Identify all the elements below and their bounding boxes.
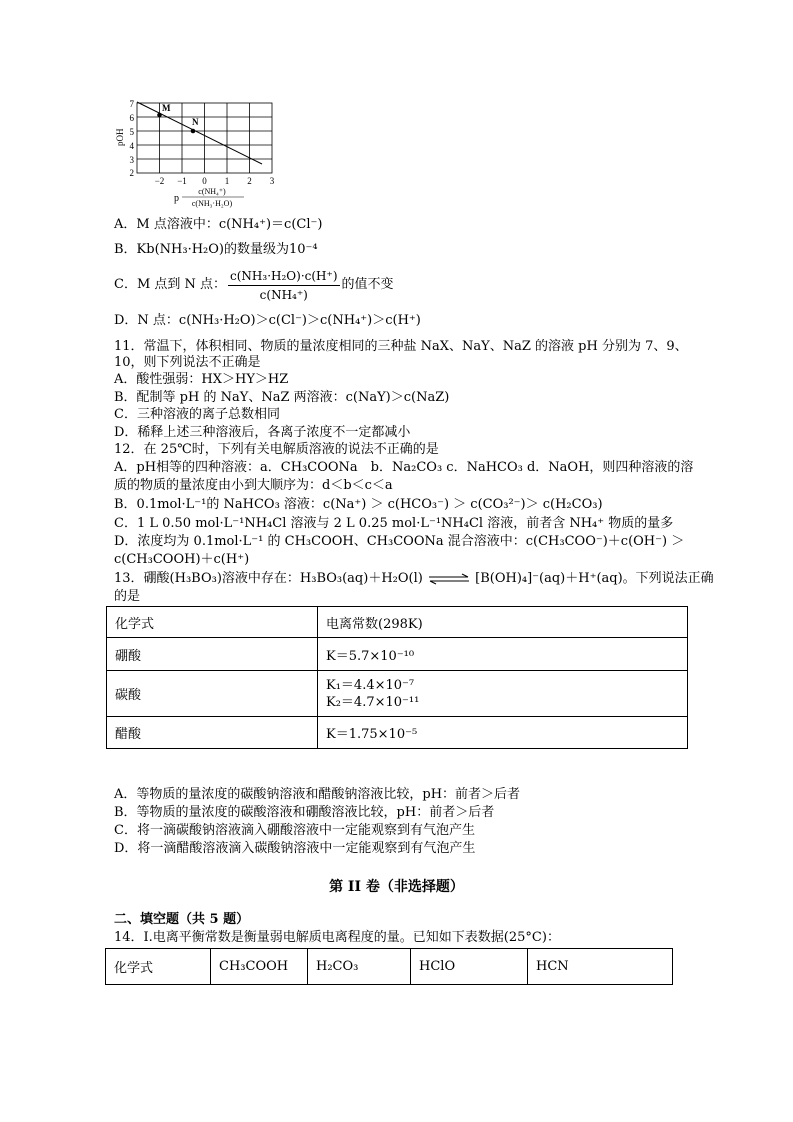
q13-option-d: D．将一滴醋酸溶液滴入碳酸钠溶液中一定能观察到有气泡产生 [114, 841, 476, 856]
y-tick: 3 [129, 155, 134, 165]
table-row [106, 949, 673, 985]
equilibrium-arrow-icon [428, 573, 470, 585]
q13-stem-1 [114, 570, 714, 588]
table-row [107, 638, 688, 671]
q10-c-den: c(NH₄⁺) [259, 287, 308, 302]
poh-graph [112, 98, 292, 213]
x-tick: 2 [247, 176, 252, 186]
y-tick: 4 [129, 141, 134, 151]
x-tick: −1 [177, 176, 187, 186]
q11-option-a: A．酸性强弱：HX＞HY＞HZ [114, 372, 289, 387]
table-header-cell: 化学式 [107, 607, 318, 638]
x-tick: 1 [224, 176, 230, 186]
table-cell: K＝5.7×10⁻¹⁰ [318, 638, 688, 671]
q12-option-a-2: 质的物质的量浓度由小到大顺序为：d＜b＜c＜a [114, 478, 393, 493]
q12-option-a-1: A．pH相等的四种溶液：a．CH₃COONa b．Na₂CO₃ c．NaHCO₃ d．NaOH，则四种溶液的溶 [114, 460, 694, 475]
q10-option-c [114, 266, 394, 304]
section-title: 第 II 卷（非选择题） [329, 879, 464, 895]
y-tick: 7 [129, 99, 134, 109]
x-tick: −2 [154, 176, 165, 186]
table-header-cell: HCN [528, 949, 673, 985]
point-m [157, 113, 162, 118]
table-header-cell: CH₃COOH [211, 949, 308, 985]
table-row [107, 607, 688, 638]
q13-option-b: B．等物质的量浓度的碳酸溶液和硼酸溶液比较，pH：前者＞后者 [114, 805, 495, 820]
q12-option-b: B．0.1mol·L⁻¹的 NaHCO₃ 溶液：c(Na⁺) ＞ c(HCO₃⁻) ＞ c(CO₃²⁻)＞ c(H₂CO₃) [114, 497, 603, 512]
table-cell-line: K₂＝4.7×10⁻¹¹ [326, 694, 420, 710]
x-axis-prefix: p [174, 193, 179, 204]
table-cell-line: K₁＝4.4×10⁻⁷ [326, 677, 415, 693]
y-axis-label: pOH [115, 128, 125, 146]
q12-option-c: C．1 L 0.50 mol·L⁻¹NH₄Cl 溶液与 2 L 0.25 mol·L⁻¹NH₄Cl 溶液，前者含 NH₄⁺ 物质的量多 [114, 516, 674, 531]
q10-option-d: D．N 点：c(NH₃·H₂O)＞c(Cl⁻)＞c(NH₄⁺)＞c(H⁺) [114, 313, 421, 328]
q11-option-b: B．配制等 pH 的 NaY、NaZ 两溶液：c(NaY)＞c(NaZ) [114, 390, 450, 405]
q12-option-d-1: D．浓度均为 0.1mol·L⁻¹ 的 CH₃COOH、CH₃COONa 混合溶液中：c(CH₃COO⁻)＋c(OH⁻) ＞ [114, 534, 685, 549]
q10-c-suffix: 的值不变 [341, 277, 394, 292]
graph-line [137, 102, 262, 164]
table-cell: 醋酸 [107, 717, 318, 749]
x-tick: 3 [269, 176, 275, 186]
point-m-label: M [162, 103, 171, 113]
q14-stem: 14．I.电离平衡常数是衡量弱电解质电离程度的量。已知如下表数据(25°C)： [114, 930, 560, 945]
point-n [191, 129, 196, 134]
y-tick: 6 [129, 113, 134, 123]
q12-option-d-2: c(CH₃COOH)＋c(H⁺) [114, 552, 250, 567]
x-tick: 0 [202, 176, 207, 186]
x-axis-frac-den: c(NH₃·H₂O) [191, 199, 233, 208]
q10-c-num: c(NH₃·H₂O)·c(H⁺) [228, 267, 339, 286]
q12-stem: 12．在 25℃时，下列有关电解质溶液的说法不正确的是 [114, 442, 439, 457]
table-header-cell: HClO [411, 949, 528, 985]
q11-stem-1: 11．常温下，体积相同、物质的量浓度相同的三种盐 NaX、NaY、NaZ 的溶液 pH 分别为 7、9、 [114, 339, 688, 354]
q11-stem-2: 10，则下列说法不正确是 [114, 355, 261, 370]
table-cell: 硼酸 [107, 638, 318, 671]
point-n-label: N [192, 117, 199, 127]
table-row [107, 717, 688, 749]
q13-option-c: C．将一滴碳酸钠溶液滴入硼酸溶液中一定能观察到有气泡产生 [114, 823, 475, 838]
y-tick: 5 [129, 127, 134, 137]
q10-c-prefix: C．M 点到 N 点： [114, 277, 227, 292]
table-cell [318, 671, 688, 717]
table-header-cell: H₂CO₃ [308, 949, 411, 985]
q13-table [106, 606, 688, 749]
table-cell: K＝1.75×10⁻⁵ [318, 717, 688, 749]
q10-option-b: B．Kb(NH₃·H₂O)的数量级为10⁻⁴ [114, 242, 318, 257]
q11-option-d: D．稀释上述三种溶液后，各离子浓度不一定都减小 [114, 425, 411, 440]
q14-table [105, 948, 673, 985]
q11-option-c: C．三种溶液的离子总数相同 [114, 407, 280, 422]
table-cell: 碳酸 [107, 671, 318, 717]
section-heading: 二、填空题（共 5 题） [114, 912, 250, 927]
table-header-cell: 电离常数(298K) [318, 607, 688, 638]
q13-option-a: A．等物质的量浓度的碳酸钠溶液和醋酸钠溶液比较，pH：前者＞后者 [114, 787, 521, 802]
q10-c-fraction [228, 267, 339, 304]
q10-option-a: A．M 点溶液中：c(NH₄⁺)＝c(Cl⁻) [114, 217, 323, 232]
table-row [107, 671, 688, 717]
q13-stem-right: [B(OH)₄]⁻(aq)＋H⁺(aq)。下列说法正确 [475, 571, 714, 586]
y-tick: 2 [129, 168, 134, 178]
x-axis-frac-num: c(NH₄⁺) [198, 187, 226, 196]
q13-stem-2: 的是 [114, 589, 141, 604]
q13-stem-left: 13．硼酸(H₃BO₃)溶液中存在：H₃BO₃(aq)＋H₂O(l) [114, 571, 423, 586]
table-header-cell: 化学式 [106, 949, 211, 985]
